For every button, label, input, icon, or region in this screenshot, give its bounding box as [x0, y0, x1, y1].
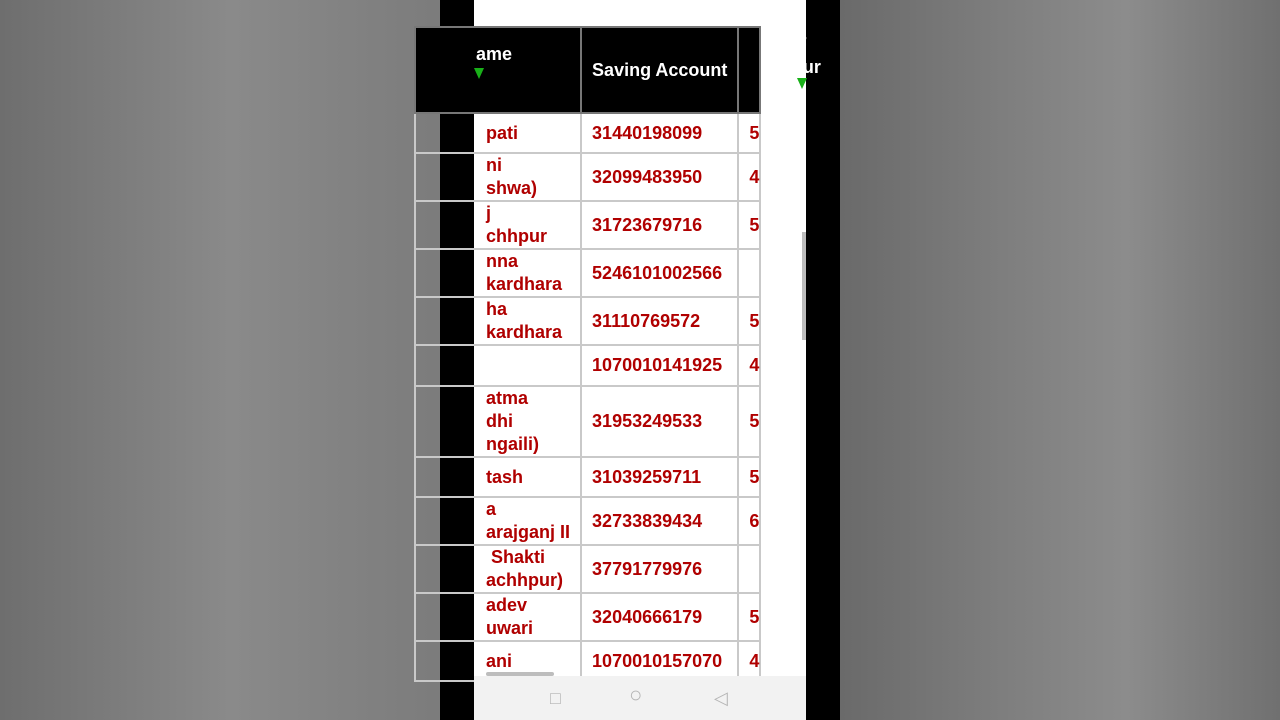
table-row[interactable] [415, 153, 760, 201]
background-right [840, 0, 1280, 720]
table-row[interactable] [415, 545, 760, 593]
cell-saving-account: 32733839434 [581, 497, 738, 545]
cell-icf-disbursement [738, 249, 760, 297]
table-row[interactable] [415, 113, 760, 153]
cell-icf-disbursement: 4 [738, 153, 760, 201]
table-header-row [415, 27, 760, 113]
cell-icf-disbursement: 4 [738, 641, 760, 681]
sort-indicator-icon[interactable] [797, 78, 807, 89]
table-row[interactable] [415, 297, 760, 345]
cell-saving-account: 31039259711 [581, 457, 738, 497]
cell-icf-disbursement: 6 [738, 497, 760, 545]
phone-frame [440, 0, 840, 720]
cell-name: ani [415, 641, 581, 681]
table-row[interactable] [415, 593, 760, 641]
cell-saving-account: 31110769572 [581, 297, 738, 345]
cell-saving-account: 31723679716 [581, 201, 738, 249]
disbursement-table [414, 26, 821, 682]
cell-name: pati [415, 113, 581, 153]
cell-name [415, 345, 581, 386]
cell-saving-account: 37791779976 [581, 545, 738, 593]
sort-indicator-icon[interactable] [474, 68, 484, 79]
android-nav-bar [474, 676, 806, 720]
cell-saving-account: 31440198099 [581, 113, 738, 153]
cell-icf-disbursement: 5 [738, 457, 760, 497]
cell-saving-account: 32099483950 [581, 153, 738, 201]
cell-icf-disbursement: 5 [738, 297, 760, 345]
cell-icf-disbursement: 5 [738, 593, 760, 641]
cell-name: nna kardhara [415, 249, 581, 297]
column-header-saving-account[interactable]: Saving Account [581, 27, 738, 113]
cell-icf-disbursement [738, 545, 760, 593]
table-row[interactable] [415, 345, 760, 386]
cell-icf-disbursement: 5 [738, 201, 760, 249]
cell-saving-account: 1070010157070 [581, 641, 738, 681]
cell-saving-account: 1070010141925 [581, 345, 738, 386]
column-header-icf-disbursement[interactable] [738, 27, 821, 113]
table-row[interactable] [415, 497, 760, 545]
table-row[interactable] [415, 249, 760, 297]
cell-name: tash [415, 457, 581, 497]
table-row[interactable] [415, 386, 760, 457]
cell-name: j chhpur [415, 201, 581, 249]
top-bar [474, 0, 806, 26]
cell-name: Shakti achhpur) [415, 545, 581, 593]
table-row[interactable] [415, 457, 760, 497]
vertical-scroll-indicator[interactable] [802, 232, 806, 340]
home-icon[interactable]: ○ [629, 682, 643, 707]
cell-saving-account: 32040666179 [581, 593, 738, 641]
horizontal-scroll-thumb[interactable] [486, 672, 554, 676]
cell-icf-disbursement: 5 [738, 386, 760, 457]
cell-saving-account: 31953249533 [581, 386, 738, 457]
cell-name: ha kardhara [415, 297, 581, 345]
column-header-name-label: ame [476, 44, 513, 64]
cell-name: adev uwari [415, 593, 581, 641]
back-icon[interactable]: ◁ [714, 688, 728, 708]
table-row[interactable] [415, 201, 760, 249]
recents-icon[interactable]: □ [550, 688, 561, 708]
cell-name: atma dhi ngaili) [415, 386, 581, 457]
cell-saving-account: 5246101002566 [581, 249, 738, 297]
cell-icf-disbursement: 4 [738, 345, 760, 386]
cell-icf-disbursement: 5 [738, 113, 760, 153]
app-screen [474, 0, 821, 676]
cell-name: ni shwa) [415, 153, 581, 201]
table-row[interactable] [415, 641, 760, 681]
column-header-icf-label: ICF Disbur [763, 34, 821, 77]
column-header-name[interactable] [415, 27, 581, 113]
cell-name: a arajganj II [415, 497, 581, 545]
